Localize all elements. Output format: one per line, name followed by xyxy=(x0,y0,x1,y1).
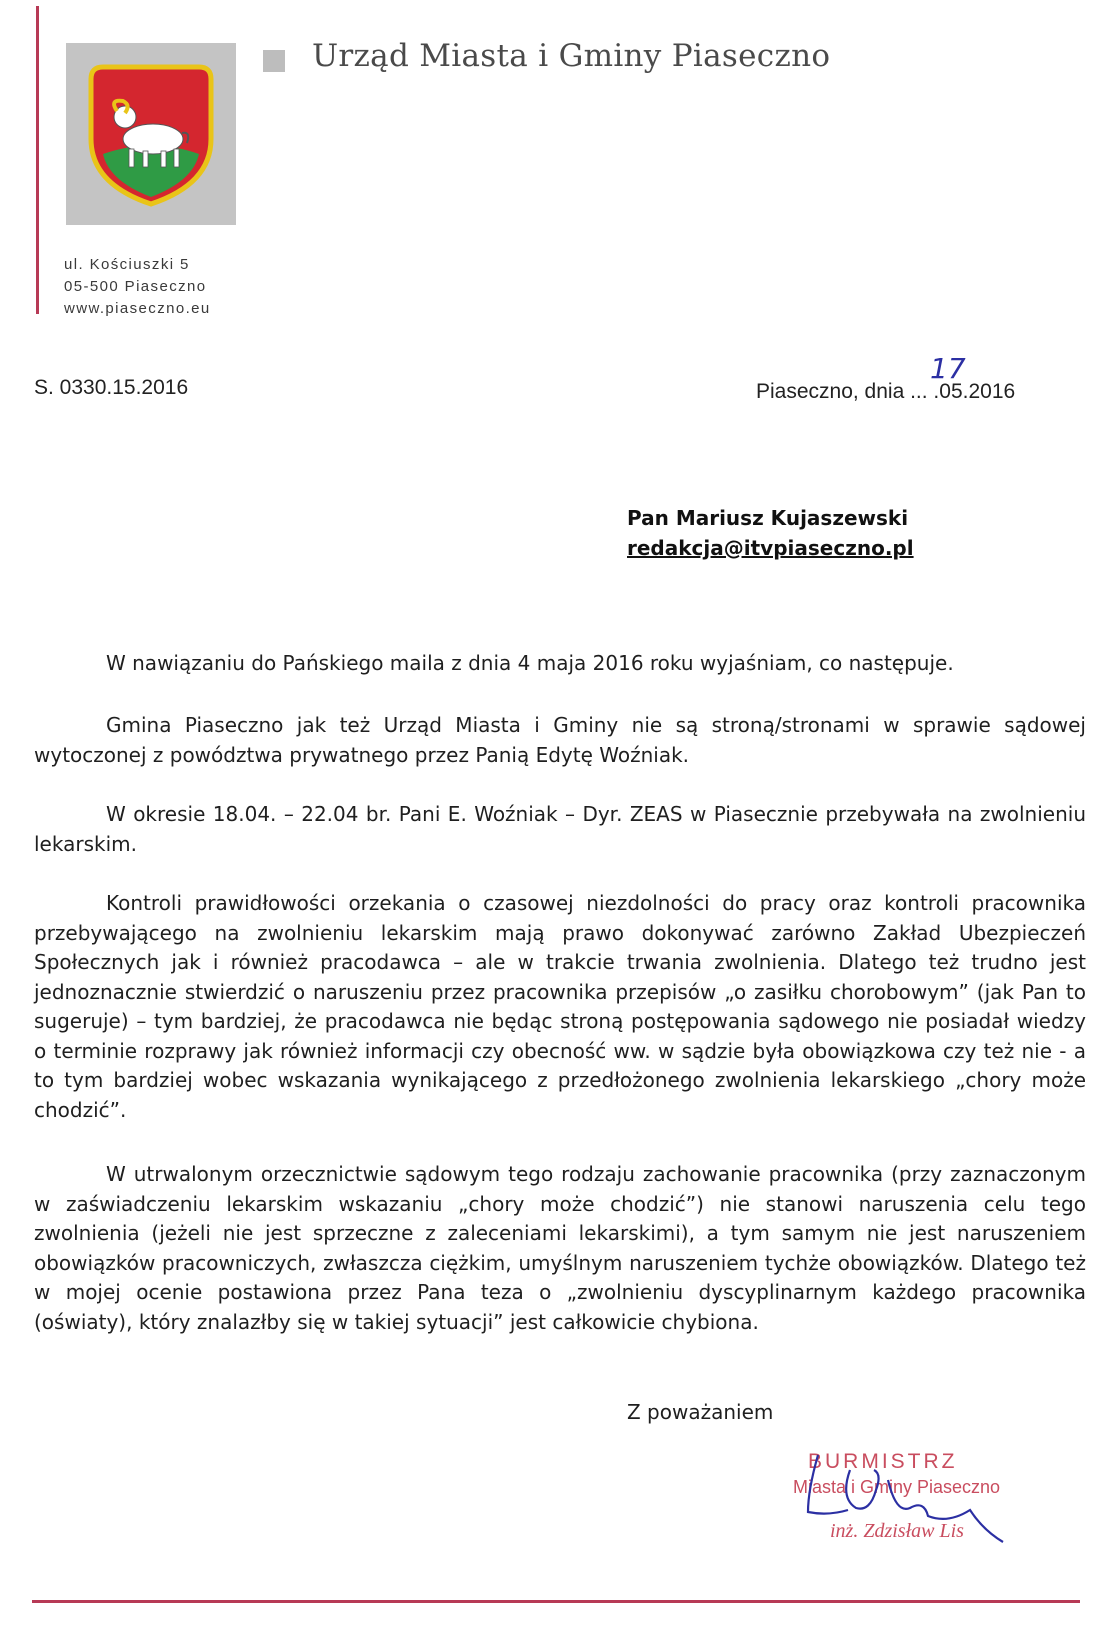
coat-of-arms-icon xyxy=(81,59,221,209)
handwritten-day: 17 xyxy=(930,352,966,385)
coat-of-arms-logo xyxy=(66,43,236,225)
recipient-block xyxy=(627,503,914,563)
address-website: www.piaseczno.eu xyxy=(64,300,211,317)
paragraph-2: Gmina Piaseczno jak też Urząd Miasta i Gminy nie są stroną/stronami w sprawie sądowej wytoczonej z powództwa prywatnego przez Panią Edytę Woźniak. xyxy=(34,713,1086,767)
title-square-icon xyxy=(263,50,285,72)
paragraph-4: Kontroli prawidłowości orzekania o czasowej niezdolności do pracy oraz kontroli pracownika przebywającego na zwolnieniu lekarskim mają prawo dokonywać zarówno Zakład Ubezpieczeń Społecznych jak i również pracodawca – ale w trakcie trwania zwolnienia. Dlatego też trudno jest jednoznacznie stwierdzić o naruszeniu przez pracownika przepisów „o zasiłku chorobowym” (jak Pan to sugeruje) – tym bardziej, że pracodawca nie będąc stroną postępowania sądowego nie posiadał wiedzy o terminie rozprawy jak również informacji czy obecność ww. w sądzie była obowiązkowa czy też nie - a to tym bardziej wobec wskazania wynikającego z przedłożonego zwolnienia lekarskiego „chory może chodzić”. xyxy=(34,891,1086,1122)
signature-icon xyxy=(778,1450,1058,1550)
letter-date: Piaseczno, dnia ... .05.2016 xyxy=(756,380,1016,403)
organization-title: Urząd Miasta i Gminy Piaseczno xyxy=(312,38,831,74)
bottom-accent-line xyxy=(32,1600,1080,1603)
paragraph-5: W utrwalonym orzecznictwie sądowym tego rodzaju zachowanie pracownika (przy zaznaczonym w zaświadczeniu lekarskim wskazaniu „chory może chodzić”) nie stanowi naruszenia celu tego zwolnienia (jeżeli nie jest sprzeczne z zaleceniami lekarskimi), a tym samym nie jest naruszeniem obowiązków pracowniczych, zwłaszcza ciężkim, umyślnym naruszeniem tychże obowiązków. Dlatego też w mojej ocenie postawiona przez Pana teza o „zwolnieniu dyscyplinarnym każdego pracownika (oświaty), który znalazłby się w takiej sytuacji” jest całkowicie chybiona. xyxy=(34,1162,1086,1334)
left-accent-line xyxy=(36,6,39,314)
recipient-name: Pan Mariusz Kujaszewski xyxy=(627,506,909,530)
paragraph-3: W okresie 18.04. – 22.04 br. Pani E. Woźniak – Dyr. ZEAS w Piasecznie przebywała na zwolnieniu lekarskim. xyxy=(34,802,1086,856)
address-block xyxy=(64,254,211,320)
paragraph-1: W nawiązaniu do Pańskiego maila z dnia 4 maja 2016 roku wyjaśniam, co następuje. xyxy=(106,651,954,675)
closing-salutation: Z poważaniem xyxy=(627,1400,774,1424)
stamp-title: BURMISTRZ xyxy=(808,1450,958,1473)
stamp-subtitle: Miasta i Gminy Piaseczno xyxy=(793,1477,1001,1497)
reference-number: S. 0330.15.2016 xyxy=(34,376,189,399)
recipient-email: redakcja@itvpiaseczno.pl xyxy=(627,536,914,560)
address-street: ul. Kościuszki 5 xyxy=(64,256,190,273)
mayor-stamp xyxy=(778,1450,1058,1550)
address-city: 05-500 Piaseczno xyxy=(64,278,207,295)
stamp-name: inż. Zdzisław Lis xyxy=(830,1520,964,1542)
